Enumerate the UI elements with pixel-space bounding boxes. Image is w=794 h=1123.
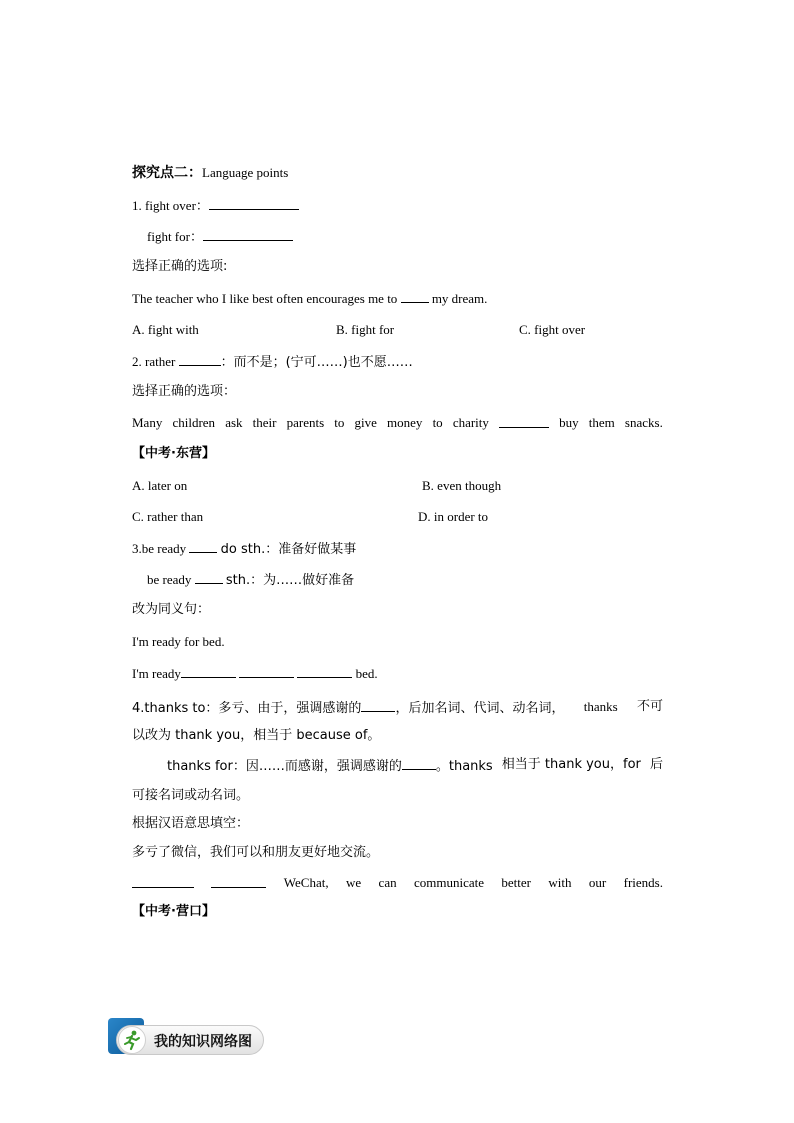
choose-instruction-2: 选择正确的选项： — [132, 384, 237, 399]
item2-post: ：而不是；(宁可……)也不愿…… — [220, 355, 413, 370]
q2-word: them — [588, 415, 615, 430]
item3-line1 — [132, 539, 356, 559]
item3-l2-post: sth.：为……做好准备 — [225, 573, 355, 588]
sentence-original: I'm ready for bed. — [132, 634, 225, 649]
answer-blank[interactable] — [132, 874, 194, 888]
item4-l1-b: ，后加名词、代词、动名词， — [395, 701, 565, 716]
answer-blank[interactable] — [401, 289, 429, 303]
question-1 — [132, 289, 487, 308]
q2-word: buy — [559, 415, 579, 430]
item4-l1-c: thanks — [583, 699, 618, 714]
item2-pre: 2. rather — [132, 354, 176, 369]
q4-word: better — [501, 875, 531, 890]
rewrite-instruction: 改为同义句： — [132, 602, 211, 617]
item1-fight-for — [147, 227, 293, 246]
answer-blank[interactable] — [211, 874, 266, 888]
q1-post: my dream. — [431, 291, 488, 306]
q4-source: 【中考·营口】 — [132, 904, 215, 919]
item1-fight-over — [132, 196, 299, 215]
section-heading-cn: 探究点二： — [132, 165, 202, 181]
q2-word: their — [252, 415, 277, 430]
q4-word: friends. — [623, 875, 663, 890]
runner-icon — [118, 1026, 146, 1054]
item4-l3-d: 后 — [649, 757, 663, 772]
answer-blank[interactable] — [499, 414, 549, 428]
item3-line2 — [147, 570, 354, 590]
q2-word: children — [172, 415, 216, 430]
badge-text: 我的知识网络图 — [154, 1034, 252, 1050]
answer-blank[interactable] — [195, 570, 223, 584]
q2-option-b[interactable]: B. even though — [422, 478, 502, 493]
section-heading — [132, 164, 288, 182]
q2-word: charity — [452, 415, 489, 430]
choose-instruction-1: 选择正确的选项: — [132, 259, 228, 274]
q2-word: Many — [132, 415, 163, 430]
answer-blank[interactable] — [181, 664, 236, 678]
item4-line4: 可接名词或动名词。 — [132, 788, 250, 803]
answer-blank[interactable] — [209, 196, 299, 210]
item4-l1-a: 4.thanks to：多亏、由于，强调感谢的 — [132, 701, 362, 716]
item4-l3-a: thanks for：因……而感谢，强调感谢的 — [167, 759, 402, 774]
q2-word: to — [334, 415, 345, 430]
q2-source: 【中考·东营】 — [132, 446, 215, 461]
q1-option-c[interactable]: C. fight over — [519, 322, 586, 337]
item4-l3-b: 。thanks — [435, 759, 493, 774]
answer-blank[interactable] — [297, 664, 352, 678]
item4-line2: 以改为 thank you，相当于 because of。 — [132, 728, 381, 743]
q4-word: with — [548, 875, 572, 890]
item2-rather — [132, 352, 413, 372]
question-2 — [132, 414, 663, 432]
q2-word: give — [354, 415, 377, 430]
q2-word: parents — [286, 415, 325, 430]
sentence-rewrite — [132, 664, 378, 683]
item1-label1: 1. fight over： — [132, 198, 209, 213]
answer-blank[interactable] — [189, 539, 217, 553]
s2-pre: I'm ready — [132, 666, 181, 681]
fill-instruction: 根据汉语意思填空： — [132, 816, 250, 831]
item4-line3 — [167, 756, 663, 776]
q2-word: money — [387, 415, 423, 430]
knowledge-map-badge — [108, 1018, 260, 1058]
q4-word: we — [345, 875, 362, 890]
item4-l1-d: 不可 — [636, 699, 663, 714]
q2-option-d[interactable]: D. in order to — [418, 509, 489, 524]
item4-l3-c: 相当于 thank you，for — [501, 757, 641, 772]
q2-word: to — [432, 415, 443, 430]
s2-post: bed. — [355, 666, 378, 681]
answer-blank[interactable] — [179, 352, 221, 366]
answer-blank[interactable] — [239, 664, 294, 678]
answer-blank[interactable] — [203, 227, 293, 241]
item1-label2: fight for： — [147, 229, 203, 244]
q2-word: ask — [225, 415, 243, 430]
item3-l1-pre: 3.be ready — [132, 541, 187, 556]
q2-word: snacks. — [624, 415, 663, 430]
q2-option-c[interactable]: C. rather than — [132, 509, 204, 524]
item3-l1-post: do sth.：准备好做某事 — [220, 542, 357, 557]
q2-option-a[interactable]: A. later on — [132, 478, 188, 493]
item3-l2-pre: be ready — [147, 572, 192, 587]
q1-option-b[interactable]: B. fight for — [336, 322, 395, 337]
item4-line1 — [132, 698, 663, 718]
question-4 — [132, 874, 663, 892]
chinese-sentence: 多亏了微信，我们可以和朋友更好地交流。 — [132, 845, 380, 860]
section-heading-en: Language points — [202, 165, 289, 180]
q4-word: communicate — [413, 875, 485, 890]
q1-option-a[interactable]: A. fight with — [132, 322, 199, 337]
q4-word: WeChat, — [283, 875, 329, 890]
q4-word: our — [588, 875, 607, 890]
q4-word: can — [378, 875, 397, 890]
answer-blank[interactable] — [402, 756, 436, 770]
answer-blank[interactable] — [361, 698, 395, 712]
q1-pre: The teacher who I like best often encourages me to — [132, 291, 398, 306]
